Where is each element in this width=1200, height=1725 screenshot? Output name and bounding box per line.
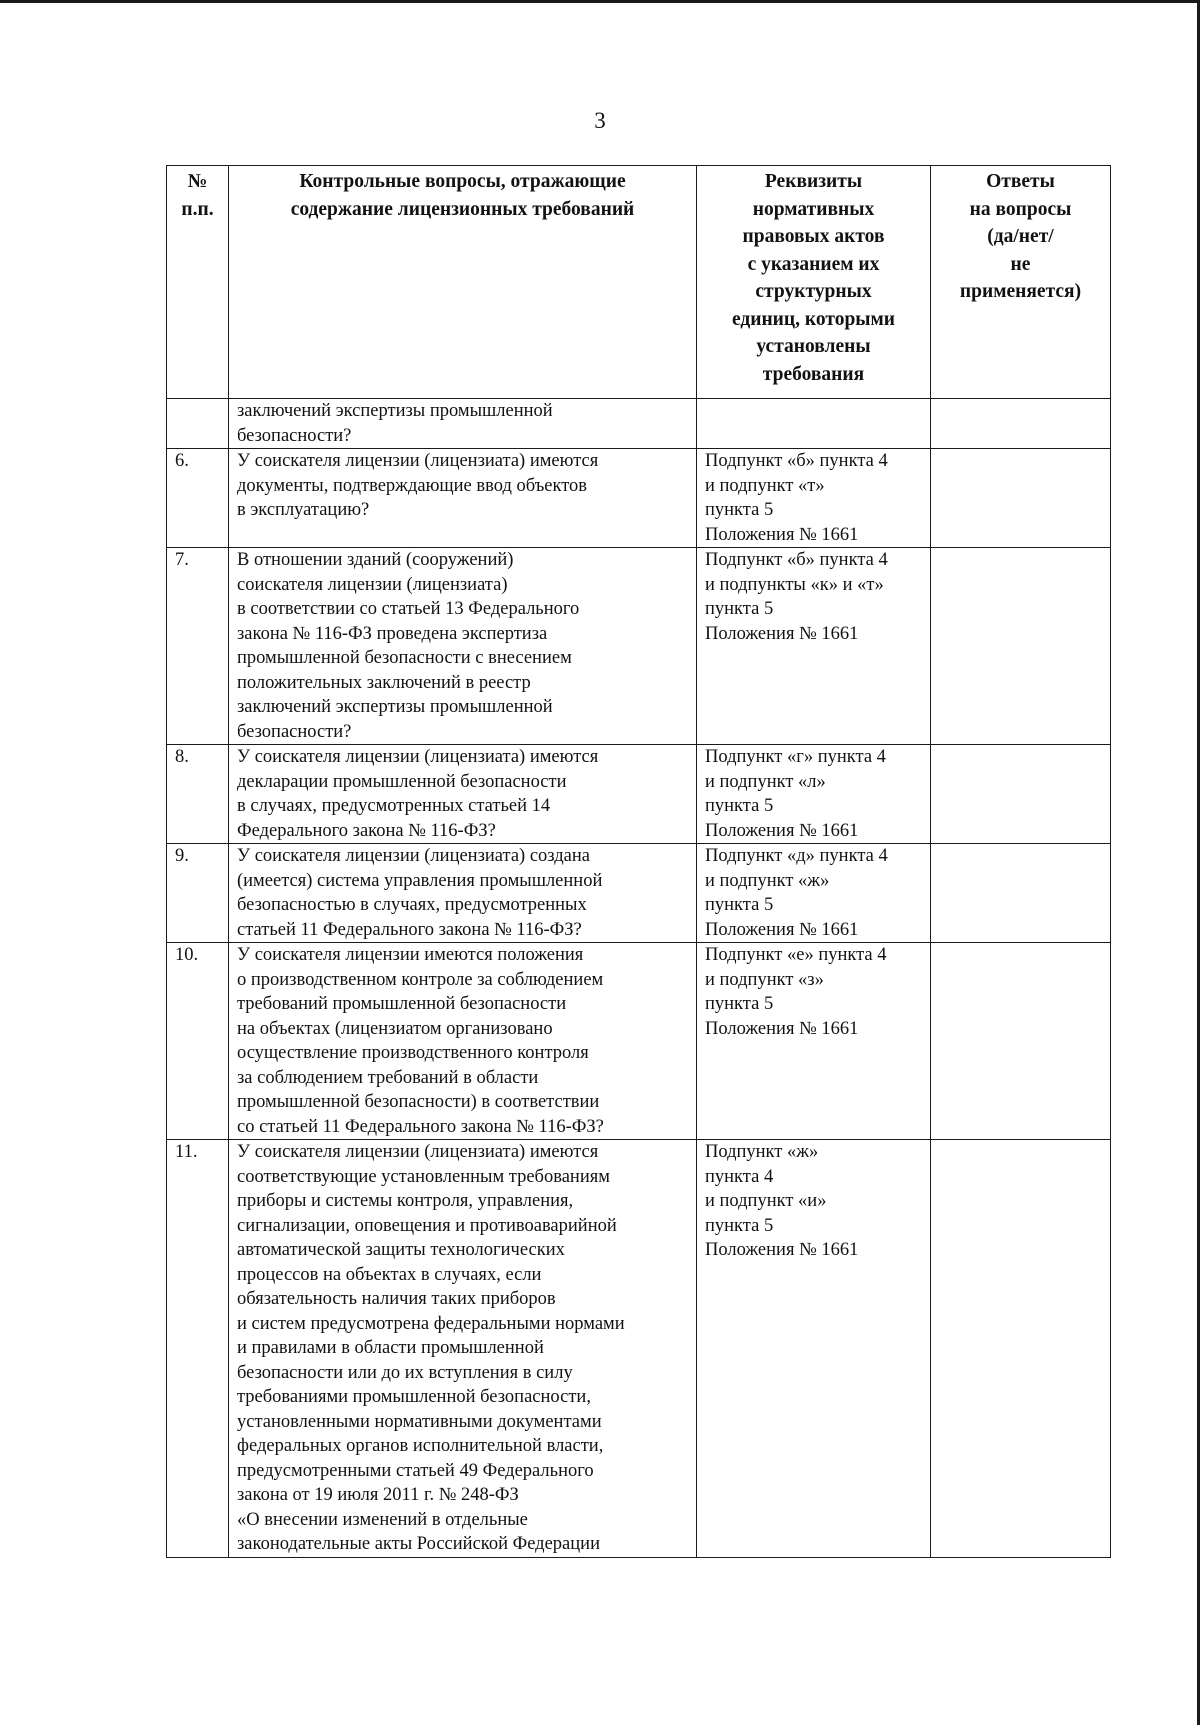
row-number xyxy=(167,399,229,449)
table-header-row xyxy=(167,166,1111,399)
table-row xyxy=(167,548,1111,745)
row-reference: Подпункт «г» пункта 4 и подпункт «л» пункта 5 Положения № 1661 xyxy=(697,745,931,844)
row-answer xyxy=(931,548,1111,745)
row-number: 6. xyxy=(167,449,229,548)
row-reference: Подпункт «б» пункта 4 и подпункт «т» пункта 5 Положения № 1661 xyxy=(697,449,931,548)
table-row xyxy=(167,943,1111,1140)
row-question: У соискателя лицензии (лицензиата) имеются документы, подтверждающие ввод объектов в эксплуатацию? xyxy=(229,449,697,548)
row-question: У соискателя лицензии (лицензиата) имеются декларации промышленной безопасности в случаях, предусмотренных статьей 14 Федерального закона № 116-ФЗ? xyxy=(229,745,697,844)
table-row xyxy=(167,745,1111,844)
row-answer xyxy=(931,745,1111,844)
row-reference xyxy=(697,399,931,449)
header-number: № п.п. xyxy=(167,166,229,399)
row-number: 7. xyxy=(167,548,229,745)
row-question: У соискателя лицензии имеются положения о производственном контроле за соблюдением требований промышленной безопасности на объектах (лицензиатом организовано осуществление производственного контроля за соблюдением требований в области промышленной безопасности) в соответствии со статьей 11 Федерального закона № 116-ФЗ? xyxy=(229,943,697,1140)
row-reference: Подпункт «ж» пункта 4 и подпункт «и» пункта 5 Положения № 1661 xyxy=(697,1140,931,1558)
row-reference: Подпункт «д» пункта 4 и подпункт «ж» пункта 5 Положения № 1661 xyxy=(697,844,931,943)
row-question: У соискателя лицензии (лицензиата) создана (имеется) система управления промышленной безопасностью в случаях, предусмотренных статьей 11 Федерального закона № 116-ФЗ? xyxy=(229,844,697,943)
row-answer xyxy=(931,844,1111,943)
header-answer: Ответы на вопросы (да/нет/ не применяется) xyxy=(931,166,1111,399)
table-row xyxy=(167,399,1111,449)
row-reference: Подпункт «б» пункта 4 и подпункты «к» и «т» пункта 5 Положения № 1661 xyxy=(697,548,931,745)
row-reference: Подпункт «е» пункта 4 и подпункт «з» пункта 5 Положения № 1661 xyxy=(697,943,931,1140)
table-row xyxy=(167,844,1111,943)
row-number: 10. xyxy=(167,943,229,1140)
row-question: У соискателя лицензии (лицензиата) имеются соответствующие установленным требованиям приборы и системы контроля, управления, сигнализации, оповещения и противоаварийной автоматической защиты технологических процессов на объектах в случаях, если обязательность наличия таких приборов и систем предусмотрена федеральными нормами и правилами в области промышленной безопасности или до их вступления в силу требованиями промышленной безопасности, установленными нормативными документами федеральных органов исполнительной власти, предусмотренными статьей 49 Федерального закона от 19 июля 2011 г. № 248-ФЗ «О внесении изменений в отдельные законодательные акты Российской Федерации xyxy=(229,1140,697,1558)
checklist-table xyxy=(166,165,1111,1558)
scan-edge-top xyxy=(0,0,1200,3)
row-answer xyxy=(931,449,1111,548)
row-number: 9. xyxy=(167,844,229,943)
row-answer xyxy=(931,943,1111,1140)
header-reference: Реквизиты нормативных правовых актов с указанием их структурных единиц, которыми установлены требования xyxy=(697,166,931,399)
row-number: 11. xyxy=(167,1140,229,1558)
row-question: В отношении зданий (сооружений) соискателя лицензии (лицензиата) в соответствии со статьей 13 Федерального закона № 116-ФЗ проведена экспертиза промышленной безопасности с внесением положительных заключений в реестр заключений экспертизы промышленной безопасности? xyxy=(229,548,697,745)
header-question: Контрольные вопросы, отражающие содержание лицензионных требований xyxy=(229,166,697,399)
table-row xyxy=(167,1140,1111,1558)
table-row xyxy=(167,449,1111,548)
row-answer xyxy=(931,399,1111,449)
page-number: 3 xyxy=(594,108,606,133)
row-question: заключений экспертизы промышленной безопасности? xyxy=(229,399,697,449)
row-number: 8. xyxy=(167,745,229,844)
row-answer xyxy=(931,1140,1111,1558)
